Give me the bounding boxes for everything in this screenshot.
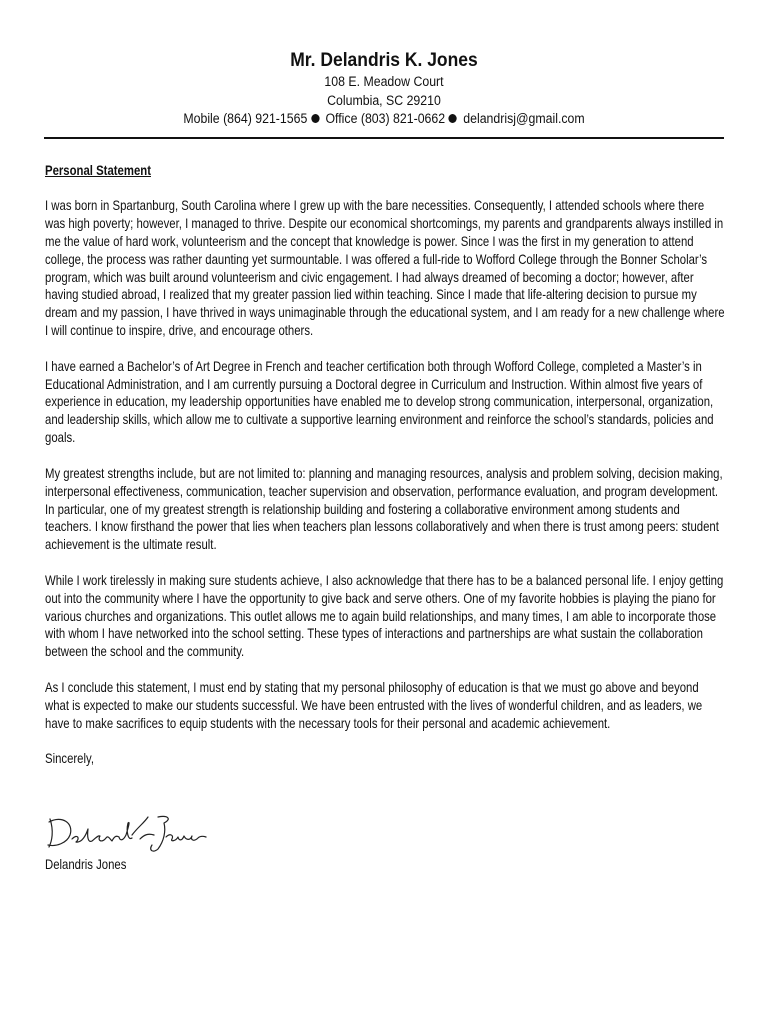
paragraph-1: I was born in Spartanburg, South Carolina where I grew up with the bare necessities. Consequently, I attended schools where there was high poverty; however, I managed to thrive. Despite our economical shortcomings, my parents and grandparents always instilled in me the value of hard work, volunteerism and the concept that knowledge is power. Since I was the first in my generation to attend college, the process was rather daunting yet surmountable. I was offered a full-ride to Wofford College through the Bonner Scholar’s program, which was built around volunteerism and civic engagement. I had always dreamed of becoming a doctor; however, after having studied abroad, I realized that my greater passion lied within teaching. Since I made that life-altering decision to pursue my dream and my passion, I have thrived in ways unimaginable through the educational system, and I am ready for a new challenge where I will continue to inspire, drive, and encourage others. <box>45 197 725 339</box>
email-address: delandrisj@gmail.com <box>463 111 585 126</box>
signer-name: Delandris Jones <box>45 857 127 872</box>
bullet-icon <box>311 114 319 123</box>
closing: Sincerely, <box>45 750 95 766</box>
mobile-phone: Mobile (864) 921-1565 <box>183 111 308 126</box>
letterhead <box>0 49 768 129</box>
statement-body <box>45 162 726 785</box>
paragraph-4: While I work tirelessly in making sure students achieve, I also acknowledge that there has to be a balanced personal life. I enjoy getting out into the community where I have the opportunity to give back and serve others. One of my favorite hobbies is playing the piano for various churches and organizations. This outlet allows me to again build relationships, and many times, I am able to incorporate those with whom I have networked into the school setting. These types of interactions and partnerships are what sustain the collaboration between the school and the community. <box>45 572 724 660</box>
contact-line <box>31 110 738 129</box>
paragraph-2: I have earned a Bachelor’s of Art Degree in French and teacher certification both through Wofford College, completed a Master’s in Educational Administration, and I am currently pursuing a Doctoral degree in Curriculum and Instruction. Within almost five years of experience in education, my leadership opportunities have enabled me to develop strong communication, interpersonal, organization, and leadership skills, which allow me to cultivate a supportive learning environment and reinforce the school’s standards, policies and goals. <box>45 358 714 446</box>
office-phone: Office (803) 821-0662 <box>325 111 446 126</box>
paragraph-5: As I conclude this statement, I must end by stating that my personal philosophy of education is that we must go above and beyond what is expected to make our students successful. We have been entrusted with the lives of wonderful children, and as leaders, we have to make sacrifices to equip students with the necessary tools for their personal and academic achievement. <box>45 679 703 731</box>
section-heading: Personal Statement <box>45 163 151 178</box>
header-divider <box>44 137 724 139</box>
author-name: Mr. Delandris K. Jones <box>290 50 478 71</box>
bullet-icon <box>449 114 457 123</box>
handwritten-signature <box>40 805 212 855</box>
paragraph-3: My greatest strengths include, but are not limited to: planning and managing resources, analysis and problem solving, decision making, interpersonal effectiveness, communication, teacher supervision and observation, performance evaluation, and program development. In particular, one of my greatest strength is relationship building and fostering a collaborative environment among students and teachers. I know firsthand the power that lies when teachers plan lessons collaboratively and when there is trust among peers: student achievement is the ultimate result. <box>45 465 723 553</box>
address-line-1: 108 E. Meadow Court <box>324 74 444 89</box>
address-line-2: Columbia, SC 29210 <box>327 92 441 108</box>
